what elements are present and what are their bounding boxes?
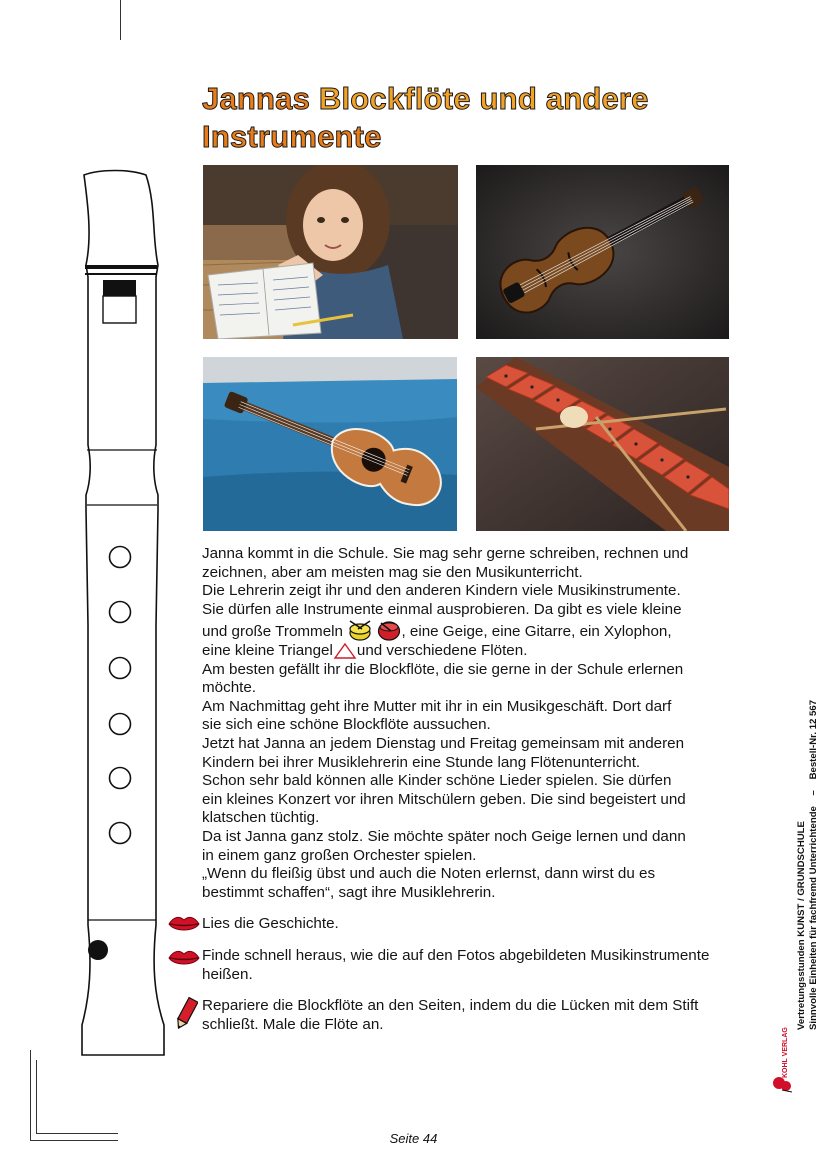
task-read (202, 914, 762, 933)
story-line: Die Lehrerin zeigt ihr und den anderen Kindern viele Musikinstrumente. (202, 582, 681, 600)
lips-icon (168, 948, 200, 968)
series-subtitle: Sinnvolle Einheiten für fachfremd Unterrichtende (808, 806, 819, 1030)
story-line: Jetzt hat Janna an jedem Dienstag und Freitag gemeinsam mit anderen (202, 734, 685, 752)
publisher-name: KOHL VERLAG (782, 1027, 789, 1078)
story-line: „Wenn du fleißig übst und auch die Noten erlernst, dann wirst du es (202, 865, 656, 883)
task-text: Lies die Geschichte. (202, 915, 339, 932)
story-line: Schon sehr bald können alle Kinder schöne Lieder spielen. Sie dürfen (202, 772, 672, 790)
story-line: klatschen tüchtig. (202, 809, 320, 827)
series-title: Vertretungsstunden KUNST / GRUNDSCHULE (796, 821, 807, 1030)
title-line-2: Instrumente (202, 119, 382, 154)
story-line: Am besten gefällt ihr die Blockflöte, die sie gerne in der Schule erlernen (202, 660, 684, 678)
task-text: schließt. Male die Flöte an. (202, 1016, 384, 1033)
corner-mark-bottom-v (30, 1050, 31, 1140)
order-number: Bestell-Nr. 12 567 (808, 699, 819, 780)
story-line: sie sich eine schöne Blockflöte aussuchen. (202, 716, 491, 734)
task-text: heißen. (202, 966, 253, 983)
title-line-1: Blockflöte und andere (318, 81, 649, 116)
sidebar-separator: – (808, 790, 819, 796)
story-fragment: und verschiedene Flöten. (356, 641, 528, 659)
drum-yellow-icon (347, 619, 373, 641)
photo-girl-writing (203, 165, 458, 339)
story-line: Da ist Janna ganz stolz. Sie möchte später noch Geige lernen und dann (202, 827, 686, 845)
task-text: Repariere die Blockflöte an den Seiten, indem du die Lücken mit dem Stift (202, 997, 699, 1014)
sidebar-info (796, 650, 820, 1030)
story-line: in einem ganz großen Orchester spielen. (202, 846, 477, 864)
task-text: Finde schnell heraus, wie die auf den Fotos abgebildeten Musikinstrumente (202, 947, 710, 964)
story-line (202, 642, 762, 661)
drum-red-icon (377, 619, 401, 641)
story-line: möchte. (202, 679, 257, 697)
story-line: Kindern bei ihrer Musiklehrerin eine Stunde lang Flötenunterricht. (202, 753, 641, 771)
story-line: Janna kommt in die Schule. Sie mag sehr gerne schreiben, rechnen und (202, 545, 689, 562)
page-number: Seite 44 (389, 1131, 438, 1146)
story-line: bestimmt schaffen“, sagt ihre Musiklehrerin. (202, 883, 496, 901)
story-line: ein kleines Konzert vor ihren Mitschülern geben. Die sind begeistert und (202, 790, 686, 808)
story-fragment: und große Trommeln (202, 623, 343, 641)
story-text (202, 545, 762, 902)
task-find (202, 946, 762, 984)
lips-icon (168, 914, 200, 934)
pencil-icon (174, 996, 198, 1032)
photo-guitar (203, 357, 457, 531)
story-line: Am Nachmittag geht ihre Mutter mit ihr in ein Musikgeschäft. Dort darf (202, 697, 672, 715)
story-line: zeichnen, aber am meisten mag sie den Musikunterricht. (202, 563, 583, 581)
sidebar-line-1 (796, 650, 808, 1030)
publisher-logo (770, 1027, 800, 1094)
photo-violin (476, 165, 729, 339)
title-word-1: Jannas (202, 81, 311, 116)
triangle-instrument-icon (333, 642, 357, 660)
photo-xylophone (476, 357, 729, 531)
sidebar-line-2 (808, 650, 820, 1030)
corner-mark-bottom-v2 (36, 1060, 37, 1133)
story-fragment: , eine Geige, eine Gitarre, ein Xylophon, (401, 623, 672, 641)
story-line: Sie dürfen alle Instrumente einmal ausprobieren. Da gibt es viele kleine (202, 600, 682, 618)
story-line (202, 619, 762, 642)
page-title (202, 80, 722, 156)
corner-mark-top-v (120, 0, 121, 40)
task-repair (202, 996, 762, 1034)
story-fragment: eine kleine Triangel (202, 641, 333, 659)
recorder-illustration (60, 165, 170, 1070)
